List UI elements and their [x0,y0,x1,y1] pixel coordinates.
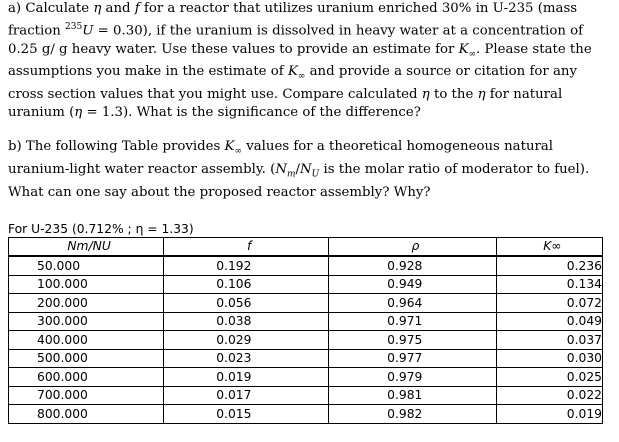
table-caption: For U-235 (0.712% ; η = 1.33) [8,221,194,236]
eta-symbol: η [93,1,102,16]
f-symbol: f [134,1,140,16]
cell-f: 0.056 [164,294,329,313]
cell-nm-nu: 200.000 [9,294,164,313]
cell-rho: 0.982 [329,405,497,424]
eta-symbol: η [421,87,430,103]
header-kinf: K∞ [496,237,602,256]
cell-rho: 0.949 [329,275,497,294]
table-row [9,312,603,331]
table-header-row [9,237,603,256]
text-run: for a reactor that utilizes uranium enriched 30% in U-235 (mass fraction [8,1,578,39]
k-symbol: K [458,41,469,57]
cell-nm-nu: 600.000 [9,368,164,387]
cell-f: 0.029 [164,331,329,350]
eta-symbol: η [477,87,486,103]
cell-rho: 0.975 [329,331,497,350]
cell-kinf: 0.019 [496,405,602,424]
cell-rho: 0.977 [329,349,497,368]
infinity-subscript: ∞ [297,72,306,83]
cell-rho: 0.928 [329,256,497,275]
cell-kinf: 0.022 [496,386,602,405]
text-run: for natural uranium ( [8,87,563,121]
u-subscript: U [311,169,320,180]
cell-nm-nu: 400.000 [9,331,164,350]
kinf-table [8,237,603,424]
eta-symbol: η [74,105,83,121]
cell-nm-nu: 500.000 [9,349,164,368]
document-page [8,0,613,424]
cell-rho: 0.979 [329,368,497,387]
k-symbol: K [287,64,298,80]
cell-f: 0.038 [164,312,329,331]
table-row [9,368,603,387]
text-run: and provide a source or citation for any cross section values that you might use. Compare calculated [8,64,577,103]
uranium-symbol: U [82,23,94,39]
text-run: is the molar ratio of moderator to fuel). What can one say about the proposed reactor assembly? Why? [8,162,590,200]
cell-rho: 0.981 [329,386,497,405]
cell-nm-nu: 50.000 [9,256,164,275]
infinity-subscript: ∞ [234,146,242,157]
cell-f: 0.023 [164,349,329,368]
text-run: = 1.3). What is the significance of the difference? [82,105,421,121]
text-run: b) The following Table provides [8,139,225,155]
cell-nm-nu: 800.000 [9,405,164,424]
infinity-subscript: ∞ [468,49,477,60]
header-nm-nu: Nm/NU [9,237,164,256]
question-part-b [8,138,613,202]
cell-f: 0.017 [164,386,329,405]
table-row [9,349,603,368]
cell-nm-nu: 100.000 [9,275,164,294]
cell-kinf: 0.236 [496,256,602,275]
cell-nm-nu: 700.000 [9,386,164,405]
cell-kinf: 0.134 [496,275,602,294]
text-run: . Please state the assumptions you make in the estimate of [8,41,592,80]
cell-f: 0.106 [164,275,329,294]
text-run: = 0.30), if the uranium is dissolved in heavy water at a concentration of 0.25 g/ g heavy water. Use these values to provide an estimate for [8,23,584,57]
m-subscript: m [286,169,296,180]
cell-rho: 0.964 [329,294,497,313]
table-row [9,256,603,275]
header-f: f [164,237,329,256]
isotope-superscript: 235 [65,22,83,33]
table-row [9,331,603,350]
table-row [9,294,603,313]
table-row [9,405,603,424]
cell-kinf: 0.037 [496,331,602,350]
k-symbol: K [224,139,235,155]
table-row [9,275,603,294]
cell-nm-nu: 300.000 [9,312,164,331]
n-symbol: N [275,162,287,178]
cell-rho: 0.971 [329,312,497,331]
n-symbol: N [300,162,312,178]
table-row [9,386,603,405]
cell-f: 0.019 [164,368,329,387]
cell-kinf: 0.025 [496,368,602,387]
text-run: to the [429,87,478,103]
header-rho: ρ [329,237,497,256]
cell-kinf: 0.049 [496,312,602,331]
question-part-a [8,0,613,122]
cell-f: 0.192 [164,256,329,275]
cell-f: 0.015 [164,405,329,424]
text-run: a) Calculate [8,1,94,16]
text-run: values for a theoretical homogeneous natural uranium-light water reactor assembly. ( [8,139,554,178]
cell-kinf: 0.072 [496,294,602,313]
slash: / [295,162,300,178]
text-run: and [101,1,135,16]
cell-kinf: 0.030 [496,349,602,368]
